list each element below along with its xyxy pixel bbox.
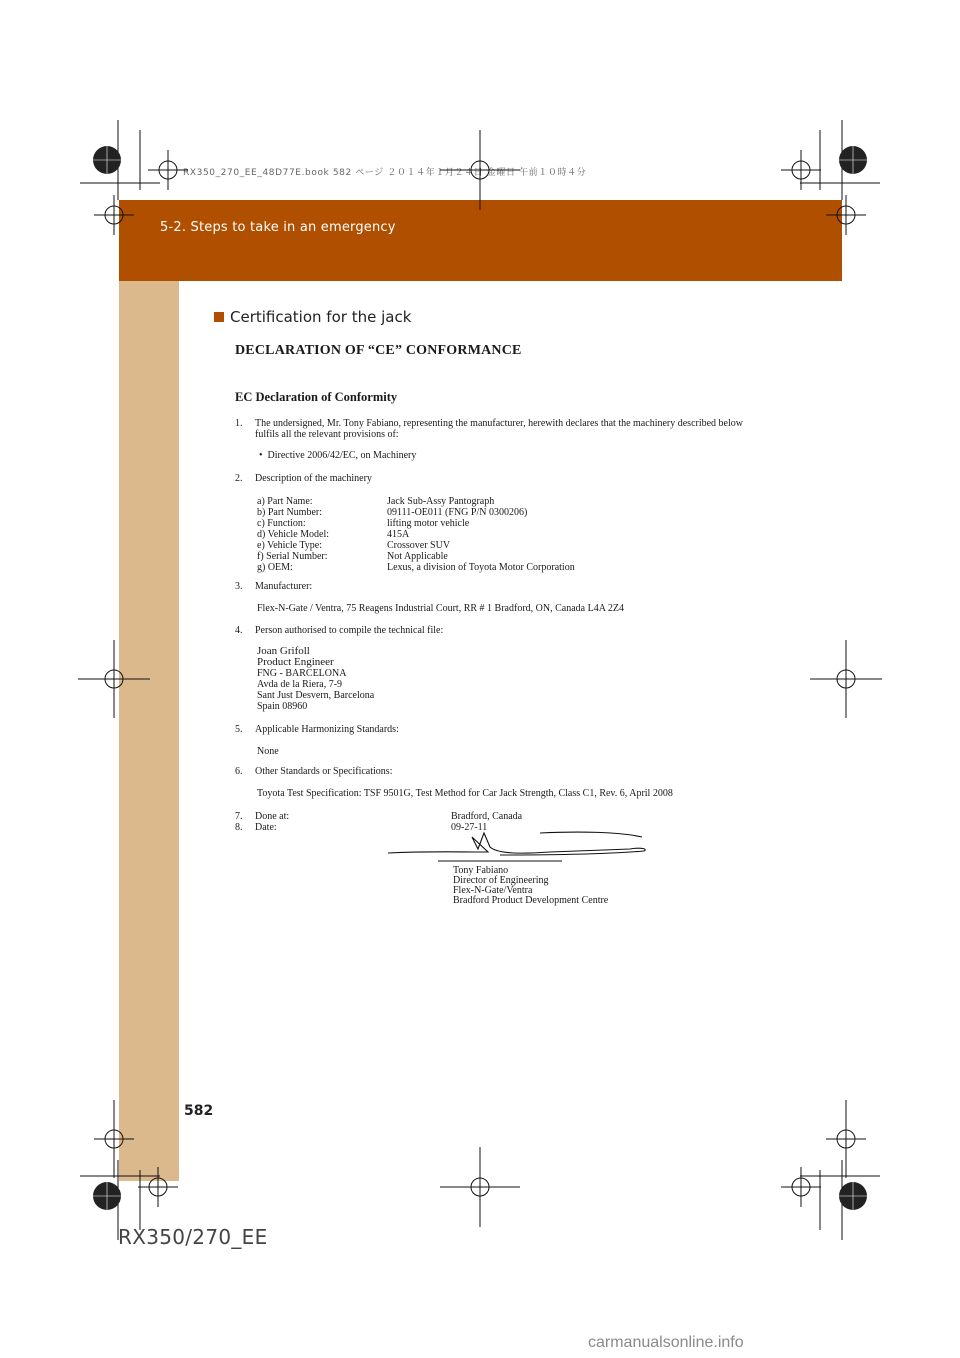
contact-city: Sant Just Desvern, Barcelona xyxy=(257,690,375,701)
manufacturer-address: Flex-N-Gate / Ventra, 75 Reagens Industrial Court, RR # 1 Bradford, ON, Canada L4A 2Z4 xyxy=(257,603,624,614)
technical-file-contact xyxy=(257,646,745,712)
contact-company: FNG - BARCELONA xyxy=(257,668,347,679)
done-at-label: Done at: xyxy=(255,811,290,822)
item-number: 1. xyxy=(235,418,243,429)
done-at-value: Bradford, Canada xyxy=(451,811,523,822)
detail-value: Lexus, a division of Toyota Motor Corporation xyxy=(387,562,575,573)
directive-text: Directive 2006/42/EC, on Machinery xyxy=(267,450,417,461)
detail-label: c) Function: xyxy=(257,518,306,529)
directive-bullet: • Directive 2006/42/EC, on Machinery xyxy=(259,450,417,461)
declaration-subtitle: EC Declaration of Conformity xyxy=(235,390,398,404)
print-mark: RX350_270_EE_48D77E.book 582 ページ ２０１４年１月２４日 金曜日 午前１０時４分 xyxy=(183,168,587,178)
item-text: Applicable Harmonizing Standards: xyxy=(255,724,399,735)
section-breadcrumb: 5-2. Steps to take in an emergency xyxy=(160,220,396,235)
item-number: 4. xyxy=(235,625,243,636)
signatory-name: Tony Fabiano xyxy=(453,865,509,876)
detail-label: e) Vehicle Type: xyxy=(257,540,323,551)
item-text: The undersigned, Mr. Tony Fabiano, representing the manufacturer, herewith declares that the machinery described below fulfils all the relevant provisions of: xyxy=(255,418,743,440)
other-standards: Toyota Test Specification: TSF 9501G, Test Method for Car Jack Strength, Class C1, Rev. 6, April 2008 xyxy=(257,788,673,799)
signatory-company: Flex-N-Gate/Ventra xyxy=(453,885,533,896)
footer-model: RX350/270_EE xyxy=(118,1225,268,1249)
item-2 xyxy=(235,473,745,573)
signatory-block xyxy=(453,866,608,906)
item-number: 7. xyxy=(235,811,243,822)
item-text: Description of the machinery xyxy=(255,473,372,484)
item-1 xyxy=(235,418,745,461)
machinery-details xyxy=(257,496,745,573)
detail-label: f) Serial Number: xyxy=(257,551,328,562)
detail-value: 415A xyxy=(387,529,410,540)
item-text: Other Standards or Specifications: xyxy=(255,766,393,777)
item-number: 6. xyxy=(235,766,243,777)
signatory-title: Director of Engineering xyxy=(453,875,549,886)
detail-value: lifting motor vehicle xyxy=(387,518,470,529)
item-3 xyxy=(235,581,755,614)
detail-value: 09111-OE011 (FNG P/N 0300206) xyxy=(387,507,528,518)
detail-value: Crossover SUV xyxy=(387,540,451,551)
square-bullet-icon xyxy=(214,312,224,322)
section-heading-text: Certification for the jack xyxy=(230,308,412,326)
date-label: Date: xyxy=(255,822,277,833)
contact-name: Joan Grifoll xyxy=(257,645,310,657)
page-number: 582 xyxy=(184,1103,214,1119)
contact-street: Avda de la Riera, 7-9 xyxy=(257,679,343,690)
contact-country: Spain 08960 xyxy=(257,701,308,712)
detail-label: b) Part Number: xyxy=(257,507,322,518)
detail-label: a) Part Name: xyxy=(257,496,313,507)
detail-label: g) OEM: xyxy=(257,562,293,573)
item-4 xyxy=(235,625,745,712)
detail-value: Jack Sub-Assy Pantograph xyxy=(387,496,495,507)
site-watermark[interactable]: carmanualsonline.info xyxy=(588,1334,744,1351)
date-value: 09-27-11 xyxy=(451,822,488,833)
signatory-dept: Bradford Product Development Centre xyxy=(453,895,609,906)
item-number: 8. xyxy=(235,822,243,833)
item-text: Manufacturer: xyxy=(255,581,313,592)
item-text: Person authorised to compile the technical file: xyxy=(255,625,444,636)
signature-image xyxy=(380,825,660,870)
harmonizing-standards: None xyxy=(257,746,279,757)
contact-role: Product Engineer xyxy=(257,656,334,668)
item-5 xyxy=(235,724,745,757)
item-number: 5. xyxy=(235,724,243,735)
section-heading xyxy=(214,308,411,326)
detail-label: d) Vehicle Model: xyxy=(257,529,330,540)
declaration-title: DECLARATION OF “CE” CONFORMANCE xyxy=(235,343,522,358)
item-number: 2. xyxy=(235,473,243,484)
item-number: 3. xyxy=(235,581,243,592)
item-6 xyxy=(235,766,755,799)
detail-value: Not Applicable xyxy=(387,551,448,562)
